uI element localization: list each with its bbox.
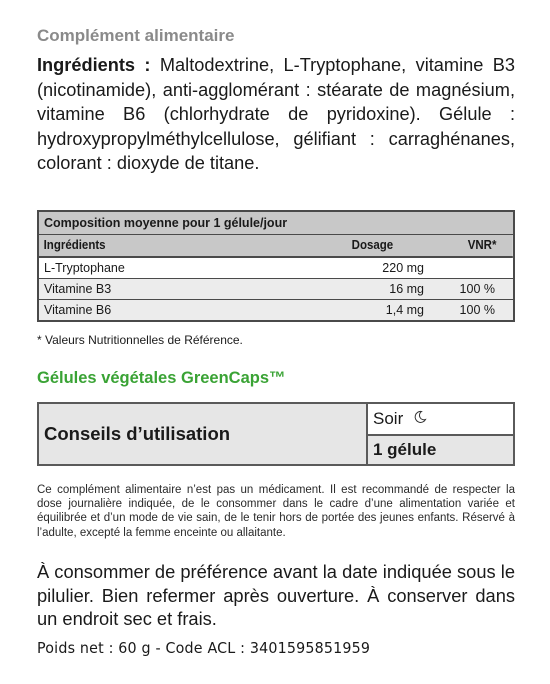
- ingredients-label: Ingrédients :: [37, 55, 151, 75]
- warning-paragraph: Ce complément alimentaire n’est pas un médicament. Il est recommandé de respecter la dose journalière indiquée, de le consommer dans le cadre d’une alimentation variée et équilibrée et d’un mode de vie sain, de le tenir hors de portée des jeunes enfants. Réservé à l’adulte, excepté la femme enceinte ou allaitante.: [37, 484, 515, 539]
- moon-icon: [413, 404, 427, 434]
- usage-dose: 1 gélule: [373, 440, 437, 459]
- capsules-label: Gélules végétales GreenCaps™: [37, 369, 286, 387]
- composition-table: [37, 210, 515, 322]
- row-dose: 220 mg: [382, 261, 424, 275]
- usage-time-label: Soir: [373, 409, 404, 428]
- table-row: [39, 258, 513, 279]
- vnr-footnote: * Valeurs Nutritionnelles de Référence.: [37, 333, 243, 347]
- row-name: Vitamine B3: [44, 282, 112, 296]
- row-vnr: 100 %: [459, 303, 495, 317]
- section-title: Complément alimentaire: [37, 26, 235, 45]
- row-dose: 16 mg: [389, 282, 424, 296]
- composition-header: Composition moyenne pour 1 gélule/jour: [39, 212, 513, 235]
- column-dosage: Dosage: [351, 238, 394, 252]
- row-name: L-Tryptophane: [44, 261, 125, 275]
- column-vnr: VNR*: [467, 238, 497, 252]
- row-dose: 1,4 mg: [385, 303, 424, 317]
- usage-box: [37, 402, 515, 466]
- row-vnr: 100 %: [459, 282, 495, 296]
- column-ingredients: Ingrédients: [43, 238, 106, 252]
- ingredients-paragraph: [37, 53, 515, 176]
- composition-column-headers: [39, 235, 513, 258]
- weight-code-line: Poids net : 60 g - Code ACL : 3401595851959: [37, 639, 371, 657]
- table-row: [39, 300, 513, 320]
- usage-details: [368, 404, 513, 464]
- row-vnr: [424, 258, 513, 278]
- row-name: Vitamine B6: [44, 303, 112, 317]
- usage-label: Conseils d’utilisation: [39, 404, 368, 464]
- ingredients-text: Maltodextrine, L-Tryptophane, vitamine B3 (nicotinamide), anti-agglomérant : stéarate de magnésium, vitamine B6 (chlorhydrate de pyridoxine). Gélule : hydroxypropylméthylcellulose, gélifiant : carraghénanes, colorant : dioxyde de titane.: [37, 55, 515, 173]
- conservation-paragraph: À consommer de préférence avant la date indiquée sous le pilulier. Bien refermer après ouverture. À conserver dans un endroit sec et frais.: [37, 561, 515, 629]
- usage-time: [368, 404, 513, 436]
- table-row: [39, 279, 513, 300]
